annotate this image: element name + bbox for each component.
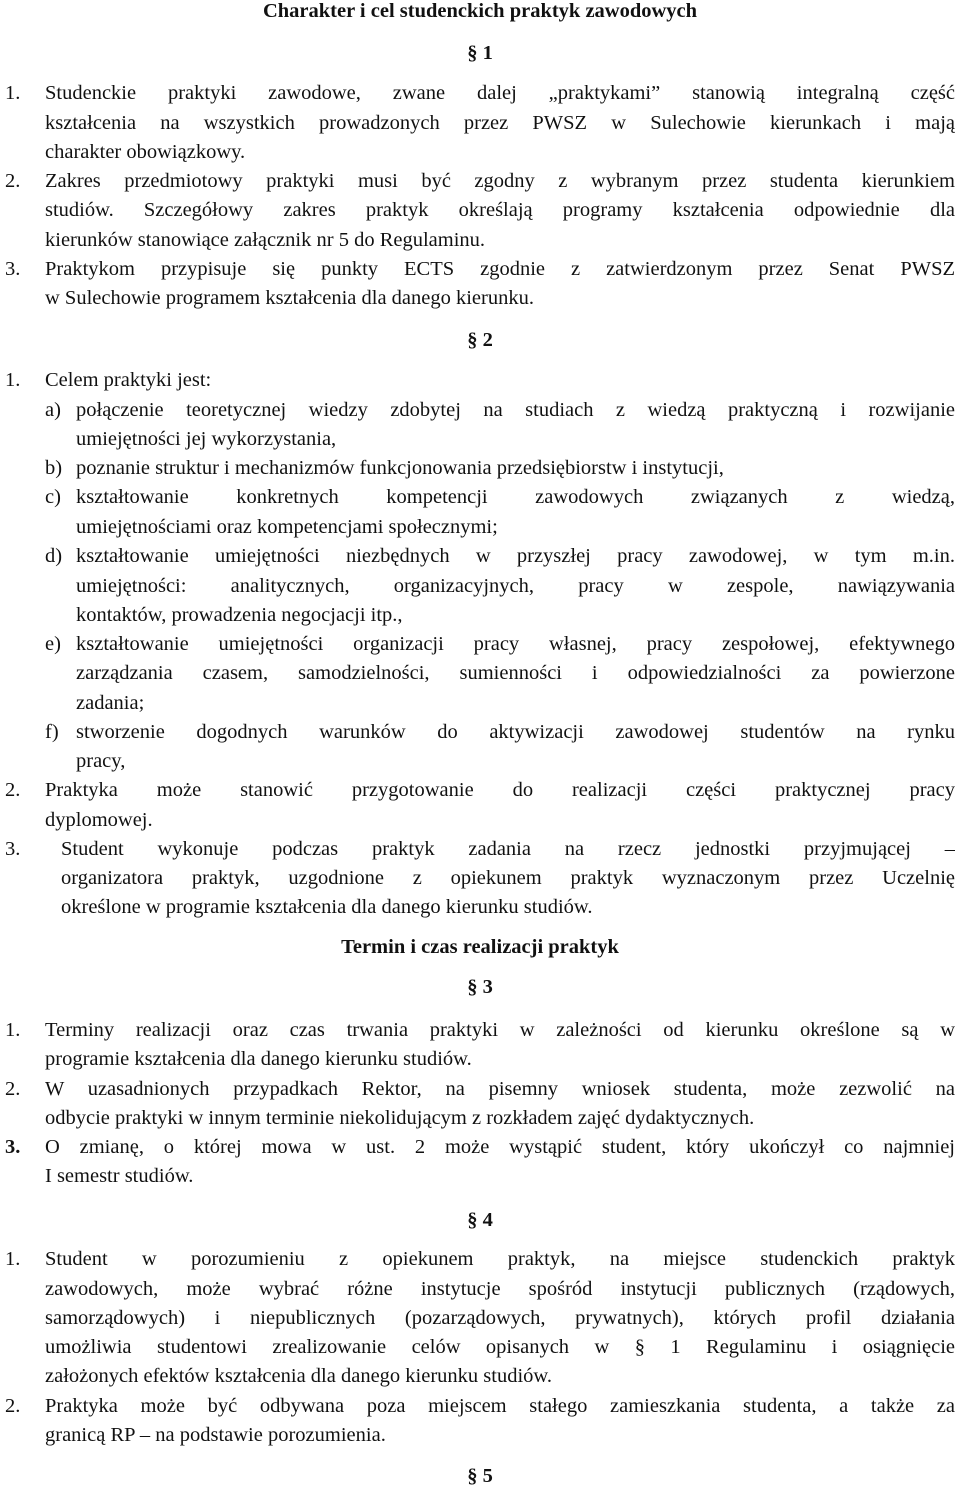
item-line: określone w programie kształcenia dla danego kierunku studiów.	[61, 896, 593, 918]
section-2-item-2	[0, 776, 960, 805]
section-3-label: § 3	[467, 976, 493, 998]
subitem-b	[0, 454, 960, 483]
section-4-item-1	[0, 1245, 960, 1274]
section-4-label: § 4	[467, 1209, 493, 1231]
item-number: 2.	[5, 170, 21, 192]
item-letter: f)	[45, 721, 59, 743]
item-line: kształtowanie umiejętności niezbędnych w przyszłej pracy zawodowej, w tym m.in.	[76, 545, 955, 567]
item-number: 3.	[5, 1136, 21, 1158]
item-line: programie kształcenia dla danego kierunku studiów.	[45, 1048, 472, 1070]
item-number: 1.	[5, 369, 21, 391]
item-number: 3.	[5, 838, 21, 860]
item-line: umiejętnościami oraz kompetencjami społecznymi;	[76, 516, 498, 538]
item-letter: c)	[45, 486, 61, 508]
item-number: 1.	[5, 82, 21, 104]
section-5-label: § 5	[467, 1465, 493, 1487]
section-3-item-3	[0, 1133, 960, 1162]
item-line: umożliwia studentowi zrealizowanie celów opisanych w § 1 Regulaminu i osiągnięcie	[45, 1336, 955, 1358]
section-3-item-2	[0, 1075, 960, 1104]
item-line: zarządzania czasem, samodzielności, sumienności i odpowiedzialności za powierzone	[76, 662, 955, 684]
item-line: dyplomowej.	[45, 809, 153, 831]
item-number: 2.	[5, 1078, 21, 1100]
subitem-d	[0, 542, 960, 571]
section-1-label: § 1	[467, 42, 493, 64]
item-line: zawodowych, może wybrać różne instytucje spośród instytucji publicznych (rządowych,	[45, 1278, 955, 1300]
section-1-item-2	[0, 167, 960, 196]
item-line: założonych efektów kształcenia dla danego kierunku studiów.	[45, 1365, 553, 1387]
section-2-label: § 2	[467, 329, 493, 351]
item-number: 3.	[5, 258, 21, 280]
item-letter: d)	[45, 545, 63, 567]
item-line: Praktyka może stanowić przygotowanie do realizacji części praktycznej pracy	[45, 779, 955, 801]
item-line: kształtowanie umiejętności organizacji pracy własnej, pracy zespołowej, efektywnego	[76, 633, 955, 655]
item-line: odbycie praktyki w innym terminie niekolidującym z rozkładem zajęć dydaktycznych.	[45, 1107, 755, 1129]
section-3-item-1	[0, 1016, 960, 1045]
subitem-f	[0, 718, 960, 747]
item-line: w Sulechowie programem kształcenia dla danego kierunku.	[45, 287, 534, 309]
item-line: W uzasadnionych przypadkach Rektor, na pisemny wniosek studenta, może zezwolić na	[45, 1078, 955, 1100]
item-number: 2.	[5, 779, 21, 801]
item-line: Studenckie praktyki zawodowe, zwane dalej „praktykami” stanowią integralną część	[45, 82, 955, 104]
subitem-a	[0, 396, 960, 425]
item-line: pracy,	[76, 750, 126, 772]
item-line: kierunków stanowiące załącznik nr 5 do Regulaminu.	[45, 229, 486, 251]
item-line: Zakres przedmiotowy praktyki musi być zgodny z wybranym przez studenta kierunkiem	[45, 170, 955, 192]
section-2-item-3	[0, 835, 960, 864]
section-1-item-1	[0, 79, 960, 108]
item-line: I semestr studiów.	[45, 1165, 194, 1187]
item-line: Student w porozumieniu z opiekunem praktyk, na miejsce studenckich praktyk	[45, 1248, 955, 1270]
item-line: samorządowych) i niepublicznych (pozarządowych, prywatnych), których profil działania	[45, 1307, 955, 1329]
item-number: 2.	[5, 1395, 21, 1417]
item-line: kształcenia na wszystkich prowadzonych przez PWSZ w Sulechowie kierunkach i mają	[45, 112, 955, 134]
item-line: granicą RP – na podstawie porozumienia.	[45, 1424, 386, 1446]
item-line: umiejętności jej wykorzystania,	[76, 428, 337, 450]
item-line: Terminy realizacji oraz czas trwania praktyki w zależności od kierunku określone są w	[45, 1019, 955, 1041]
item-number: 1.	[5, 1019, 21, 1041]
section-1-item-3	[0, 255, 960, 284]
section-2-item-1	[0, 366, 960, 395]
subitem-c	[0, 483, 960, 512]
item-line: kształtowanie konkretnych kompetencji zawodowych związanych z wiedzą,	[76, 486, 955, 508]
item-line: stworzenie dogodnych warunków do aktywizacji zawodowej studentów na rynku	[76, 721, 955, 743]
item-line: O zmianę, o której mowa w ust. 2 może wystąpić student, który ukończył co najmniej	[45, 1136, 955, 1158]
item-line: połączenie teoretycznej wiedzy zdobytej na studiach z wiedzą praktyczną i rozwijanie	[76, 399, 955, 421]
item-line: studiów. Szczegółowy zakres praktyk określają programy kształcenia odpowiednie dla	[45, 199, 955, 221]
item-line: Student wykonuje podczas praktyk zadania na rzecz jednostki przyjmującej –	[61, 838, 955, 860]
item-letter: e)	[45, 633, 61, 655]
section-heading: Termin i czas realizacji praktyk	[341, 936, 619, 958]
item-line: umiejętności: analitycznych, organizacyjnych, pracy w zespole, nawiązywania	[76, 575, 955, 597]
item-line: Praktyka może być odbywana poza miejscem stałego zamieszkania studenta, a także za	[45, 1395, 955, 1417]
item-line: zadania;	[76, 692, 145, 714]
item-number: 1.	[5, 1248, 21, 1270]
item-line: organizatora praktyk, uzgodnione z opiekunem praktyk wyznaczonym przez Uczelnię	[61, 867, 955, 889]
item-line: charakter obowiązkowy.	[45, 141, 246, 163]
item-letter: a)	[45, 399, 61, 421]
item-line: Celem praktyki jest:	[45, 369, 212, 391]
item-line: kontaktów, prowadzenia negocjacji itp.,	[76, 604, 403, 626]
item-line: Praktykom przypisuje się punkty ECTS zgodnie z zatwierdzonym przez Senat PWSZ	[45, 258, 955, 280]
subitem-e	[0, 630, 960, 659]
page-title: Charakter i cel studenckich praktyk zawodowych	[262, 0, 698, 22]
item-letter: b)	[45, 457, 63, 479]
item-line: poznanie struktur i mechanizmów funkcjonowania przedsiębiorstw i instytucji,	[76, 457, 724, 479]
section-4-item-2	[0, 1392, 960, 1421]
